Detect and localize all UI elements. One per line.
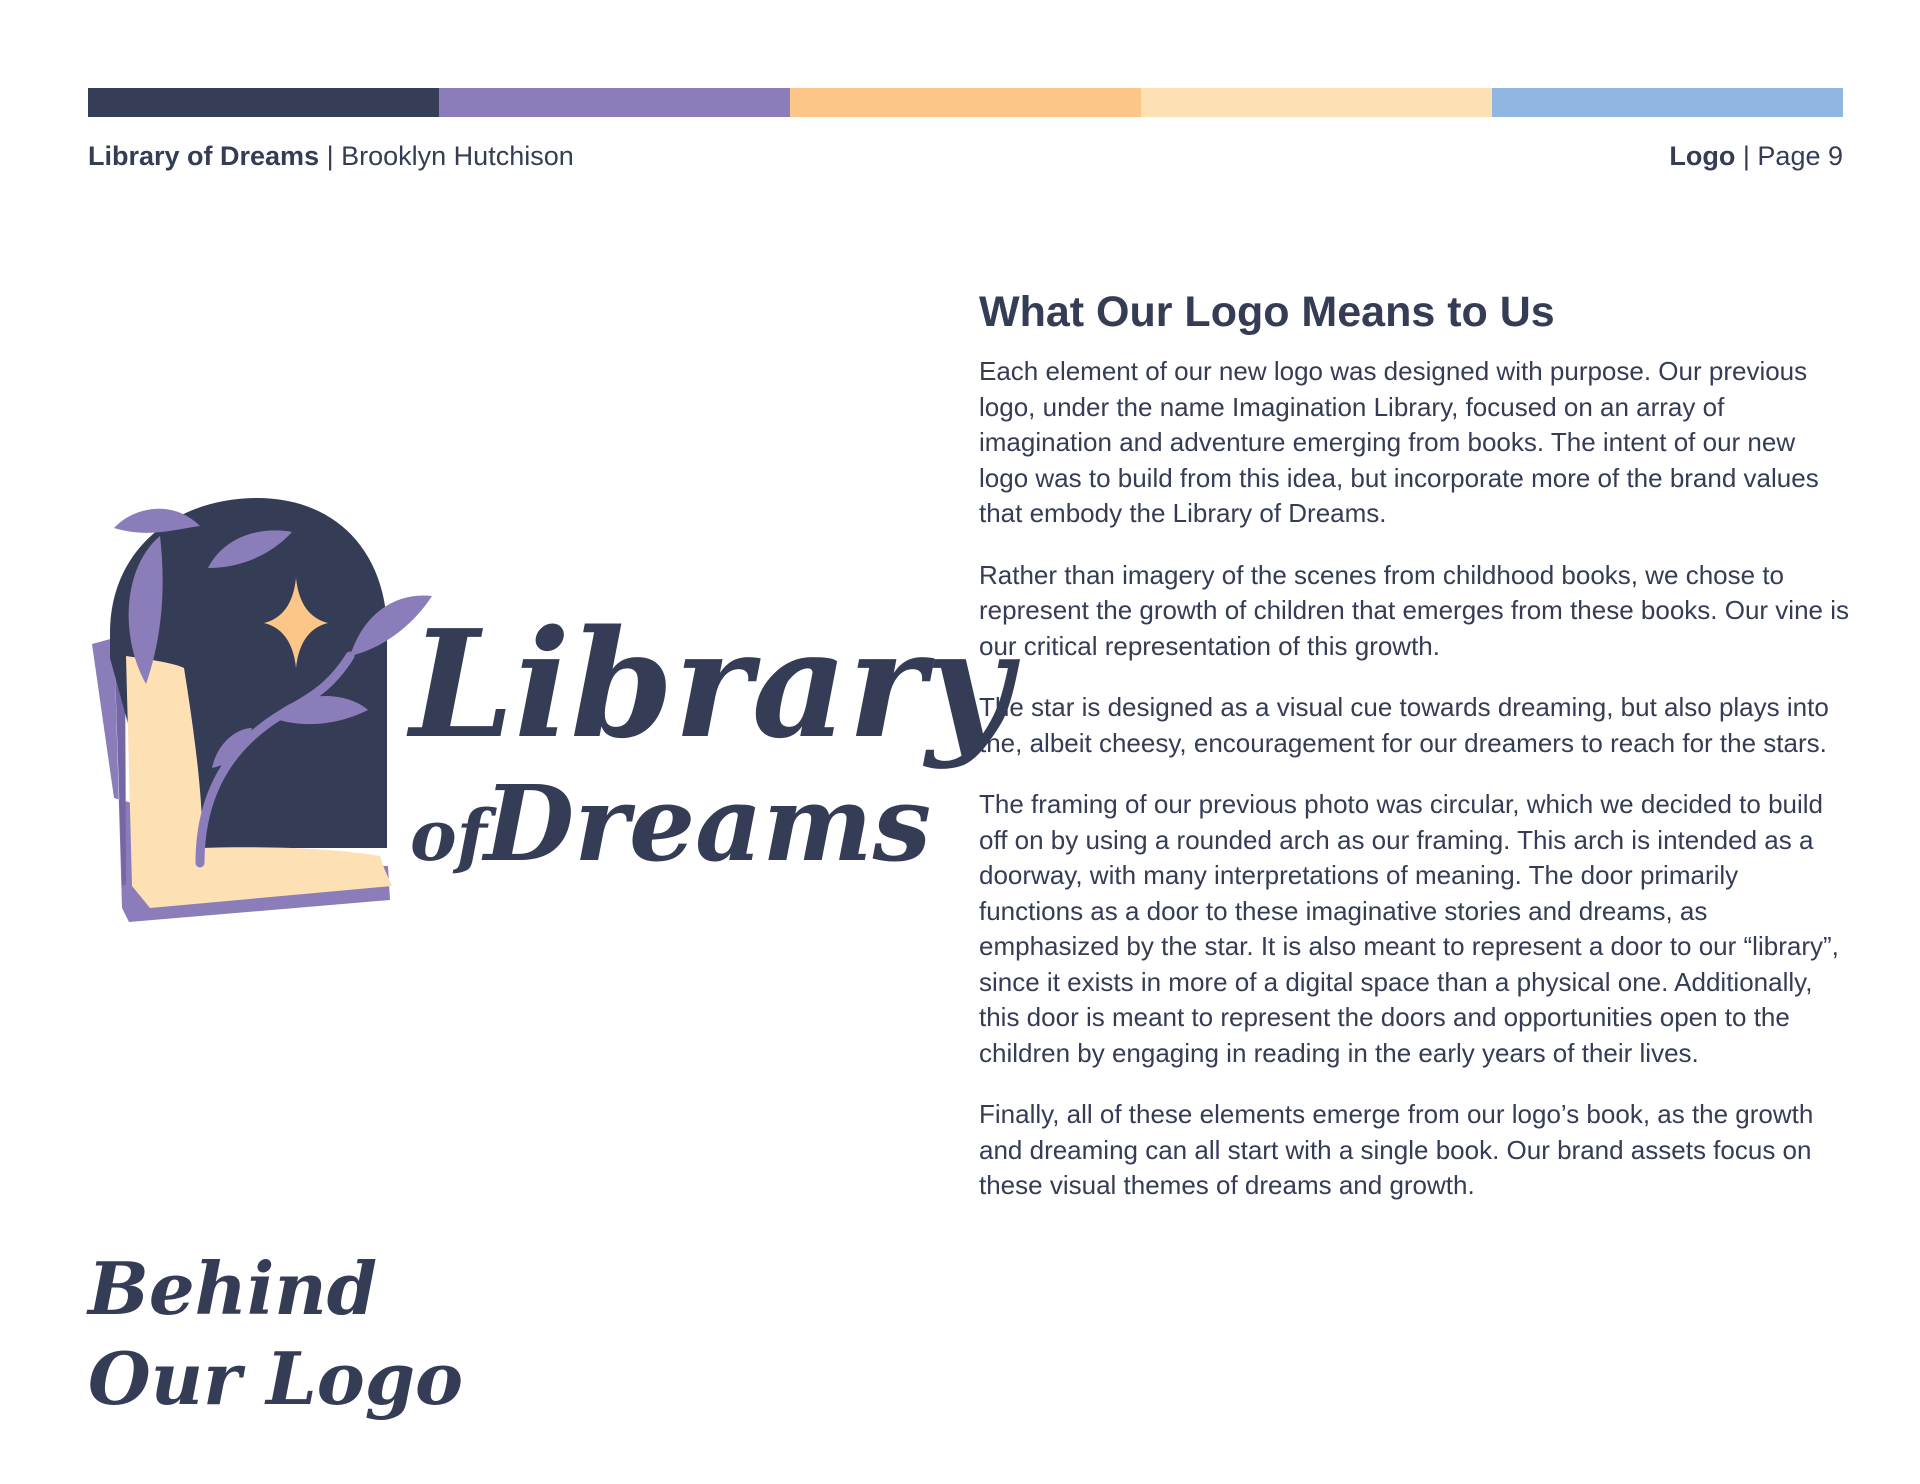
header-right — [1669, 140, 1843, 172]
library-of-dreams-logo — [92, 488, 1012, 920]
logo-word-dreams: Dreams — [484, 762, 932, 885]
article-paragraph-3: The star is designed as a visual cue towards dreaming, but also plays into the, albeit cheesy, encouragement for our dreamers to reach for the stars. — [979, 692, 1829, 758]
color-swatch-cream — [1141, 88, 1492, 117]
section-title — [88, 1244, 463, 1424]
header-separator-right: | — [1735, 141, 1758, 171]
article-heading: What Our Logo Means to Us — [979, 288, 1555, 336]
header-page-number: Page 9 — [1757, 141, 1843, 171]
brand-color-bar — [88, 88, 1843, 117]
article-paragraph-2: Rather than imagery of the scenes from childhood books, we chose to represent the growth of children that emerges from these books. Our vine is our critical representation of this growth. — [979, 559, 1849, 661]
article-paragraph-5: Finally, all of these elements emerge from our logo’s book, as the growth and dreaming can all start with a single book. Our brand assets focus on these visual themes of dreams and growth. — [979, 1099, 1814, 1200]
logo-word-of: of — [410, 794, 487, 877]
section-title-line-2: Our Logo — [88, 1336, 464, 1421]
color-swatch-orange — [790, 88, 1141, 117]
logo-word-library: Library — [410, 597, 1012, 771]
article-paragraph-4: The framing of our previous photo was circular, which we decided to build off on by using a rounded arch as our framing. This arch is intended as a doorway, with many interpretations of meaning. The door primarily functions as a door to these imaginative stories and dreams, as emphasized by the star. It is also meant to represent a door to our “library”, since it exists in more of a digital space than a physical one. Additionally, this door is meant to represent the doors and opportunities open to the children by engaging in reading in the early years of their lives. — [979, 789, 1839, 1068]
header-separator: | — [319, 141, 342, 171]
article-paragraph-1: Each element of our new logo was designed with purpose. Our previous logo, under the name Imagination Library, focused on an array of imagination and adventure emerging from books. The intent of our new logo was to build from this idea, but incorporate more of the brand values that embody the Library of Dreams. — [979, 356, 1819, 528]
color-swatch-navy — [88, 88, 439, 117]
color-swatch-purple — [439, 88, 790, 117]
header-author: Brooklyn Hutchison — [341, 141, 574, 171]
header-brand: Library of Dreams — [88, 141, 320, 171]
article — [979, 284, 1849, 1230]
section-title-line-1: Behind — [88, 1246, 378, 1331]
color-swatch-blue — [1492, 88, 1843, 117]
header-section: Logo — [1669, 141, 1736, 171]
header-left — [88, 140, 574, 172]
